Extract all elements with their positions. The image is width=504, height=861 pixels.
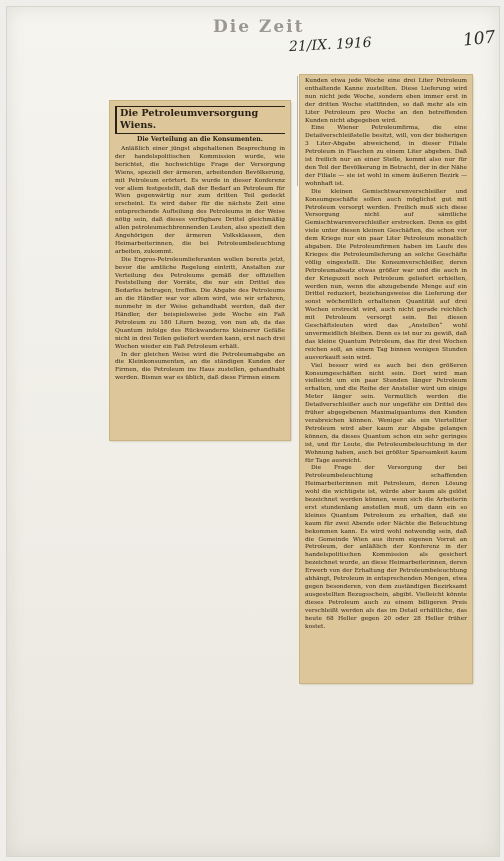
masthead: Die Zeit xyxy=(213,17,305,37)
column-divider xyxy=(297,76,298,186)
article-paragraph: Anläßlich einer jüngst abgehaltenen Besprechung in der handelspolitischen Kommission wurde, wie berichtet, die hochwichtige Frage der Versorgung Wiens, speziell der ärmeren, arbeitenden Bevölkerung, mit Petroleum erörtert. Es wurde in dieser Konferenz vor allem festgestellt, daß der Bedarf an Petroleum für Wien gegenwärtig nur zum dritten Teil gedeckt erscheint. Es wird daher für die nächste Zeit eine entsprechende Aufteilung des Petroleums in der Weise nötig sein, daß dieses verfügbare Drittel gleichmäßig allen petroleumschbrennenden Leuten, also speziell den Angehörigen der ärmeren Volksklassen, den Heimarbeiterinnen, die bei Petroleumbeleuchtung arbeiten, zukommt. xyxy=(115,146,285,255)
clipping-right-column xyxy=(300,75,472,683)
article-paragraph: In der gleichen Weise wird die Petroleumabgabe an die Kleinkonsumenten, an die ständigen Kunden der Firmen, die Petroleum ins Haus zustellen, gehandhabt werden. Bisnun war es üblich, daß diese Firmen einem xyxy=(115,351,285,382)
article-paragraph: Eine Wiener Petroleumfirma, die eine Detailverschleißstelle besitzt, will, von der bisherigen 3 Liter-Abgabe abweichend, in dieser Filiale Petroleum in Flaschen zu einem Liter abgeben. Daß ist freilich nur an einer Stelle, kommt also nur für den Teil der Bevölkerung in Betracht, der in der Nähe der Filiale — sie ist wohl in einem äußeren Bezirk — wohnhaft ist. xyxy=(305,125,467,187)
article-headline: Die Petroleumversorgung Wiens. xyxy=(115,106,285,134)
article-paragraph: Die Engros-Petroleumlieferanten wollen bereits jetzt, bevor die amtliche Regelung eintritt, Anstalten zur Verteilung des Petroleums gemäß der offiziellen Feststellung der Vorräte, die nur ein Drittel des Bedarfes betragen, treffen. Die Abgabe des Petroleums an die Händler war vor allem wird, wie wir erfahren, nunmehr in der Weise gehandhabt werden, daß der Händler, der beispielsweise jede Woche ein Faß Petroleum zu 180 Litern bezog, von nun ab, da das Quantum infolge des Rückwanderns kleinerer Gefäße nicht in drei Teilen geliefert werden kann, erst nach drei Wochen wieder ein Faß Petroleum erhält. xyxy=(115,256,285,350)
clipping-left-column xyxy=(110,101,290,440)
article-paragraph: Die Frage der Versorgung der bei Petroleumbeleuchtung schaffenden Heimarbeiterinnen mit Petroleum, deren Lösung wohl die wichtigste ist, würde aber kaum als gelöst bezeichnet werden können, wenn sich die Arbeiterin erst stundenlang anstellen muß, um dann ein so kleines Quantum Petroleum zu erhalten, daß sie kaum für zwei Abende oder Nächte die Beleuchtung bekommen kann. Es wird wohl notwendig sein, daß die Gemeinde Wien aus ihrem eigenen Vorrat an Petroleum, der anläßlich der Konferenz in der handelspolitischen Kommission als gesichert bezeichnet wurde, an diese Heimarbeiterinnen, deren Erwerb von der Erhaltung der Petroleumbeleuchtung abhängt, Petroleum in entsprechenden Mengen, etwa gegen besonderen, von dem zuständigen Bezirksamt ausgestellten Bezugsschein, abgibt. Vielleicht könnte dieses Petroleum auch zu einem billigeren Preis verschleißt werden als das im Detail erhältliche, das heute 68 Heller gegen 20 oder 28 Heller früher kostet. xyxy=(305,465,467,630)
article-paragraph: Kunden etwa jede Woche eine drei Liter Petroleum enthaltende Kanne zustellten. Diese Lieferung wird nun nicht jede Woche, sondern eben immer erst in der dritten Woche stattfinden, so daß mehr als ein Liter Petroleum pro Woche an den betreffenden Kunden nicht abgegeben wird. xyxy=(305,78,467,124)
article-paragraph: Viel besser wird es auch bei den größeren Konsumgeschäften nicht sein. Dort wird man vielleicht um ein paar Stunden länger Petroleum erhalten, und die Reihe der Ansteller wird um einige Meter länger sein. Vermutlich werden die Detailverschleißer auch nur ungefähr ein Drittel des früher abgegebenen Maximalquantums den Kunden verabreichen können. Weniger als ein Viertelliter Petroleum wird aber kaum zur Abgabe gelangen können, da dieses Quantum schon ein sehr geringes ist, und für Leute, die Petroleumbeleuchtung in der Wohnung haben, auch bei größter Sparsamkeit kaum für Tage ausreicht. xyxy=(305,362,467,464)
handwritten-number: 107 xyxy=(462,27,497,51)
article-subheadline: Die Verteilung an die Konsumenten. xyxy=(137,136,263,143)
handwritten-date: 21/IX. 1916 xyxy=(288,34,372,56)
article-paragraph: Die kleinen Gemischtwarenverschleißer und Konsumgeschäfte sollen auch möglichst gut mit Petroleum versorgt werden. Freilich muß sich diese Versorgung nicht auf sämtliche Gemischtwarenverschleißer erstrecken. Denn es gibt viele unter diesen kleinen Geschäften, die schon vor dem Kriege nur ein paar Liter Petroleum monatlich abgaben. Die Petroleumfirmen haben im Laufe des Krieges die Petroleumlieferung an solche Geschäfte völlig eingestellt. Die Konsumverschleißer, deren Petroleumabsatz etwas größer war und die auch in der Kriegszeit noch Petroleum geliefert erhielten, werden nun, wenn die abzugebende Menge auf ein Drittel reduziert, beziehungsweise die Lieferung der sonst wöchentlich erhaltenen Quantität auf drei Wochen erstreckt wird, auch nicht gerade reichlich mit Petroleum versorgt sein. Bei diesen Geschäftsleuten wird das „Anstellen“ wohl unvermeidlich bleiben. Denn es ist nur zu gewiß, daß das kleine Quantum Petroleum, das für drei Wochen reichen soll, an einem Tag binnen wenigen Stunden ausverkauft sein wird. xyxy=(305,188,467,361)
